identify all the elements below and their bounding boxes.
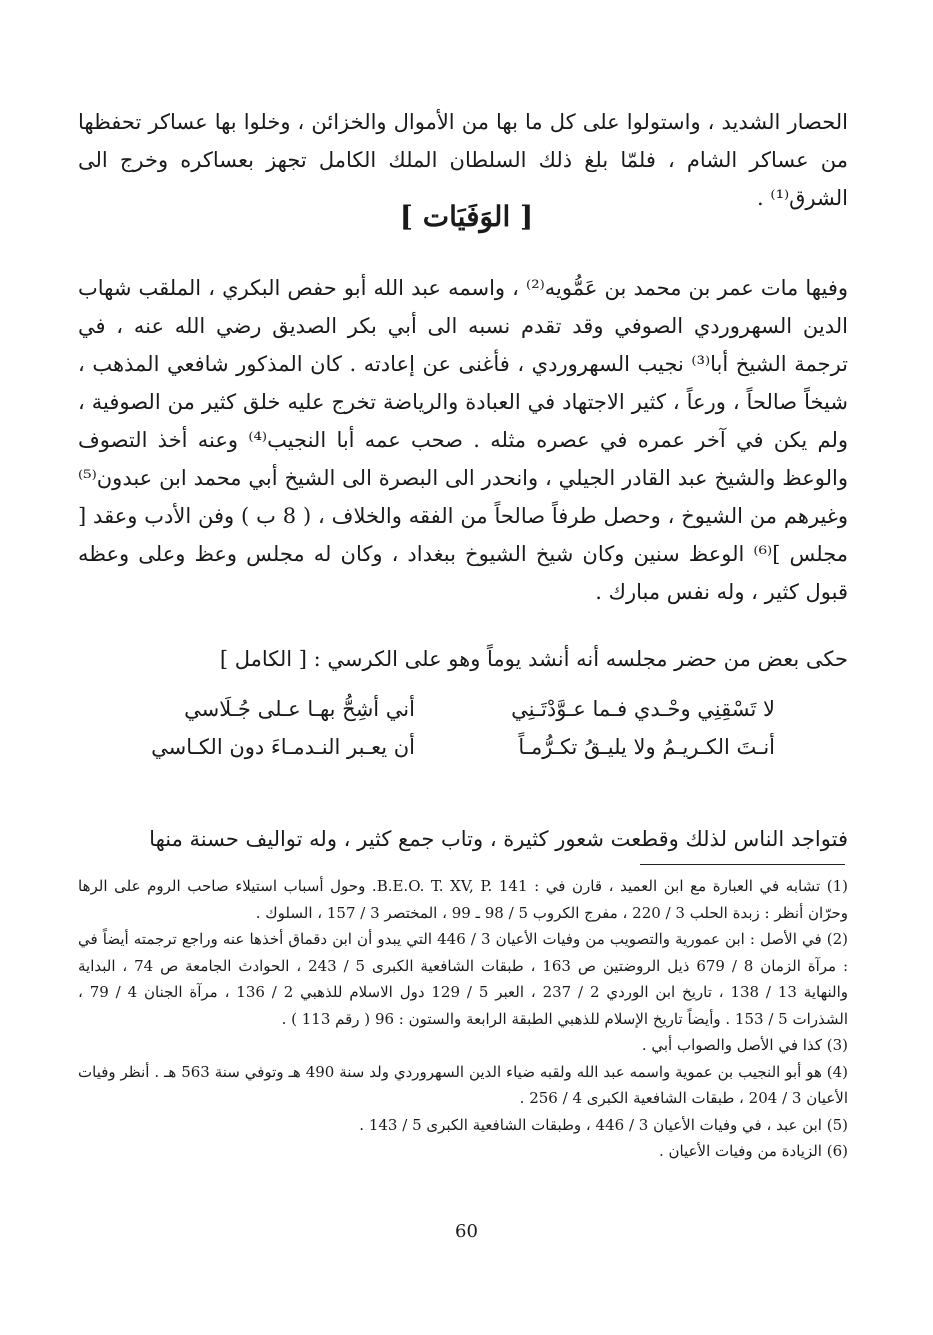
footnote: (2) في الأصل : ابن عمورية والتصويب من وفيات الأعيان 3 / 446 التي يبدو أن ابن دقماق أخذها عنه وراجع ترجمته أيضاً في : مرآة الزمان 8 / 679 ذيل الروضتين ص 163 ، طبقات الشافعية الكبرى 5 / 243 ، الحوادث الجامعة ص 74 ، البداية والنهاية 13 / 138 ، تاريخ ابن الوردي 2 / 237 ، العبر 5 / 129 دول الاسلام للذهبي 2 / 136 ، مرآة الجنان 4 / 79 ، الشذرات 5 / 153 . وأيضاً تاريخ الإسلام للذهبي الطبقة الرابعة والستون : 96 ( رقم 113 ) . xyxy=(78,930,849,1028)
footnotes-section xyxy=(78,873,848,1165)
opening-paragraph: الحصار الشديد ، واستولوا على كل ما بها من الأموال والخزائن ، وخلوا بها عساكر تحفظها من عساكر الشام ، فلمّا بلغ ذلك السلطان الملك الكامل تجهز بعساكره وخرج الى الشرق⁽¹⁾ . xyxy=(78,110,848,210)
footnote: (6) الزيادة من وفيات الأعيان . xyxy=(658,1142,848,1160)
footnote: (5) ابن عبد ، في وفيات الأعيان 3 / 446 ، وطبقات الشافعية الكبرى 5 / 143 . xyxy=(359,1115,848,1134)
section-heading: [ الوَفَيَات ] xyxy=(399,200,534,233)
closing-paragraph: فتواجد الناس لذلك وقطعت شعور كثيرة ، وتاب جمع كثير ، وله تواليف حسنة منها xyxy=(149,827,848,851)
verse-second-hemistich: أن يعـبر النـدمـاءَ دون الكـاسي xyxy=(151,735,415,759)
footnote-divider xyxy=(640,864,845,865)
poem-introduction: حكى بعض من حضر مجلسه أنه أنشد يوماً وهو على الكرسي : [ الكامل ] xyxy=(219,647,848,671)
poem-verses xyxy=(125,690,775,766)
verse-first-hemistich: أنـتَ الكـريـمُ ولا يليـقُ تكـرُّمـاً xyxy=(518,735,775,759)
footnote: (3) كذا في الأصل والصواب أبي . xyxy=(641,1036,848,1054)
biography-paragraph: وفيها مات عمر بن محمد بن عَمُّويه⁽²⁾ ، واسمه عبد الله أبو حفص البكري ، الملقب شهاب الدين السهروردي الصوفي وقد تقدم نسبه الى أبي بكر الصديق رضي الله عنه ، في ترجمة الشيخ أبا⁽³⁾ نجيب السهروردي ، فأغنى عن إعادته . كان المذكور شافعي المذهب ، شيخاً صالحاً ، ورعاً ، كثير الاجتهاد في العبادة والرياضة تخرج عليه خلق كثير من الصوفية ، ولم يكن في آخر عمره في عصره مثله . صحب عمه أبا النجيب⁽⁴⁾ وعنه أخذ التصوف والوعظ والشيخ عبد القادر الجيلي ، وانحدر الى البصرة الى الشيخ أبي محمد ابن عبدون⁽⁵⁾ وغيرهم من الشيوخ ، وحصل طرفاً صالحاً من الفقه والخلاف ، ( 8 ب ) وفن الأدب وعقد [ مجلس ]⁽⁶⁾ الوعظ سنين وكان شيخ الشيوخ ببغداد ، وكان له مجلس وعظ وعلى وعظه قبول كثير ، وله نفس مبارك . xyxy=(78,276,849,604)
verse-first-hemistich: لا تَسْقِنِي وحْـدي فـما عـوَّدْتَـنِي xyxy=(511,697,775,721)
footnote: (4) هو أبو النجيب بن عموية واسمه عبد الله ولقبه ضياء الدين السهروردي ولد سنة 490 هـ وتوفي سنة 563 هـ . أنظر وفيات الأعيان 3 / 204 ، طبقات الشافعية الكبرى 4 / 256 . xyxy=(78,1062,849,1107)
footnote: (1) تشابه في العبارة مع ابن العميد ، قارن في : B.E.O. T. XV, P. 141. وحول أسباب استيلاء صاحب الروم على الرها وحرّان أنظر : زبدة الحلب 3 / 220 ، مفرج الكروب 5 / 98 ـ 99 ، المختصر 3 / 157 ، السلوك . xyxy=(78,877,848,922)
poem-verse xyxy=(125,728,775,766)
page-number: 60 xyxy=(455,1221,478,1242)
poem-verse xyxy=(125,690,775,728)
verse-second-hemistich: أني أشِحُّ بهـا عـلى جُـلَاسي xyxy=(184,697,415,721)
